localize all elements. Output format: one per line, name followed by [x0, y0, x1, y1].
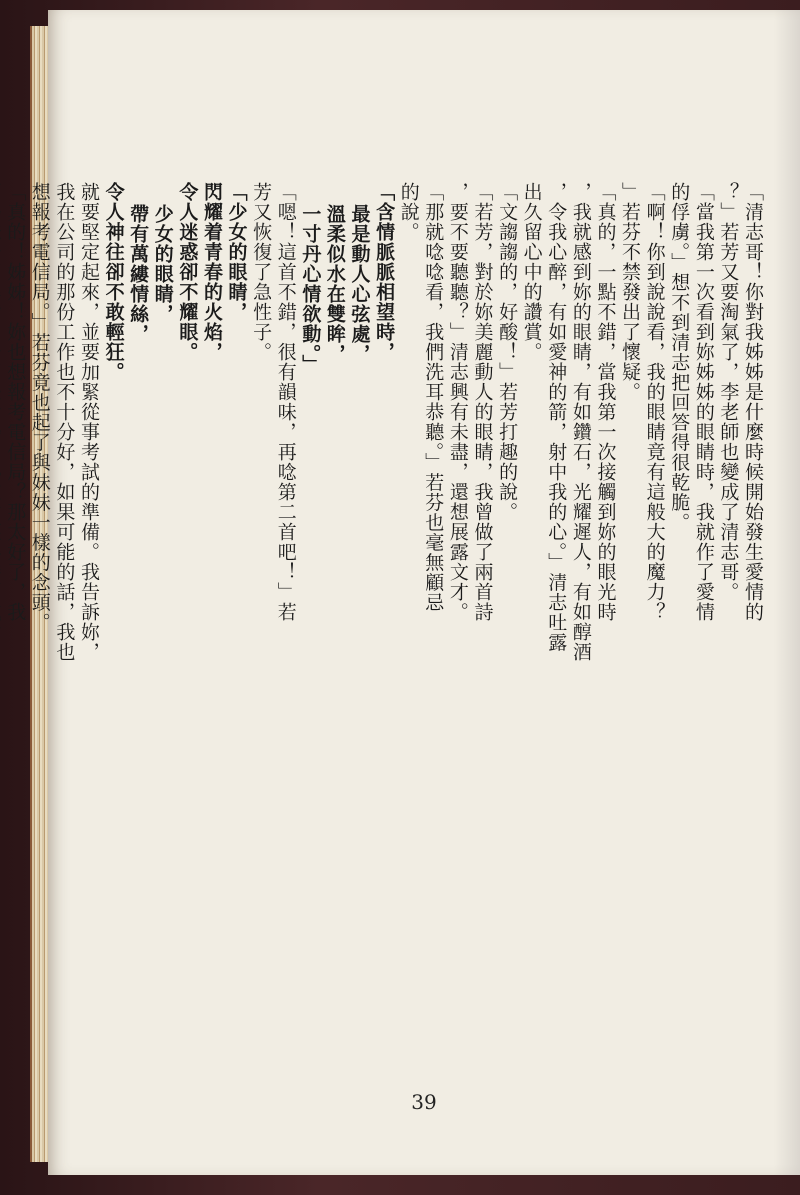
text-line: ？」若芳又要淘氣了，李老師也變成了清志哥。	[717, 182, 740, 602]
poem-line: 令人神往卻不敢輕狂。	[102, 182, 125, 382]
page-bleed-shadow	[774, 10, 800, 1175]
book-page	[4, 10, 800, 1175]
poem-line: 閃耀着青春的火焰，	[200, 182, 223, 362]
text-line: 「嗯！這首不錯，很有韻味，再唸第二首吧！」若	[274, 182, 297, 622]
text-line: 「真的！姊姊！妳也想報考電信局？那太好了，我	[4, 182, 27, 622]
text-line: 芳又恢復了急性子。	[250, 182, 273, 362]
page-number: 39	[411, 1090, 437, 1114]
text-line: 想報考電信局。」若芬竟也起了與妹妹一樣的念頭。	[28, 182, 51, 633]
text-line: ，我就感到妳的眼睛，有如鑽石，光耀遲人，有如醇酒	[569, 182, 592, 662]
text-line: 「若芳，對於妳美麗動人的眼睛，我曾做了兩首詩	[471, 182, 494, 622]
text-line: 「清志哥！你對我姊姊是什麼時候開始發生愛情的	[742, 182, 764, 622]
text-line: 「啊！你到說說看，我的眼睛竟有這般大的魔力？	[643, 182, 666, 622]
text-line: 我在公司的那份工作也不十分好，如果可能的話，我也	[53, 182, 76, 662]
text-line: 的俘虜。」想不到清志把回答得很乾脆。	[668, 182, 691, 533]
text-line: ，要不要聽聽？」清志興有未盡，還想展露文才。	[446, 182, 469, 622]
poem-line: 令人迷惑卻不耀眼。	[176, 182, 199, 362]
text-line: ，令我心醉，有如愛神的箭，射中我的心。」清志吐露	[545, 182, 568, 653]
poem-line: 一寸丹心情欲動。」	[299, 204, 322, 375]
text-line: 「真的，一點不錯，當我第一次接觸到妳的眼光時	[594, 182, 617, 622]
text-line: 」若芬不禁發出了懷疑。	[619, 182, 642, 402]
text-line: 出久留心中的讚賞。	[520, 182, 543, 362]
poem-line: 帶有萬縷情絲，	[127, 204, 150, 344]
poem-line: 溫柔似水在雙眸，	[323, 204, 346, 364]
poem-line: 「少女的眼睛，	[225, 182, 248, 322]
text-line: 「那就唸唸看，我們洗耳恭聽。」若芬也毫無顧忌	[422, 182, 445, 613]
text-line: 「文謅謅的，好酸！」若芳打趣的說。	[496, 182, 519, 522]
text-line: 就要堅定起來，並要加緊從事考試的準備。我告訴妳，	[77, 182, 100, 662]
text-line: 「當我第一次看到妳姊姊的眼睛時，我就作了愛情	[692, 182, 715, 622]
poem-line: 少女的眼睛，	[151, 204, 174, 324]
text-line: 的說。	[397, 182, 420, 242]
poem-line: 最是動人心弦處，	[348, 204, 371, 364]
text-columns	[4, 182, 764, 940]
poem-line: 「含情脈脈相望時，	[373, 182, 396, 362]
text-line	[0, 182, 2, 662]
